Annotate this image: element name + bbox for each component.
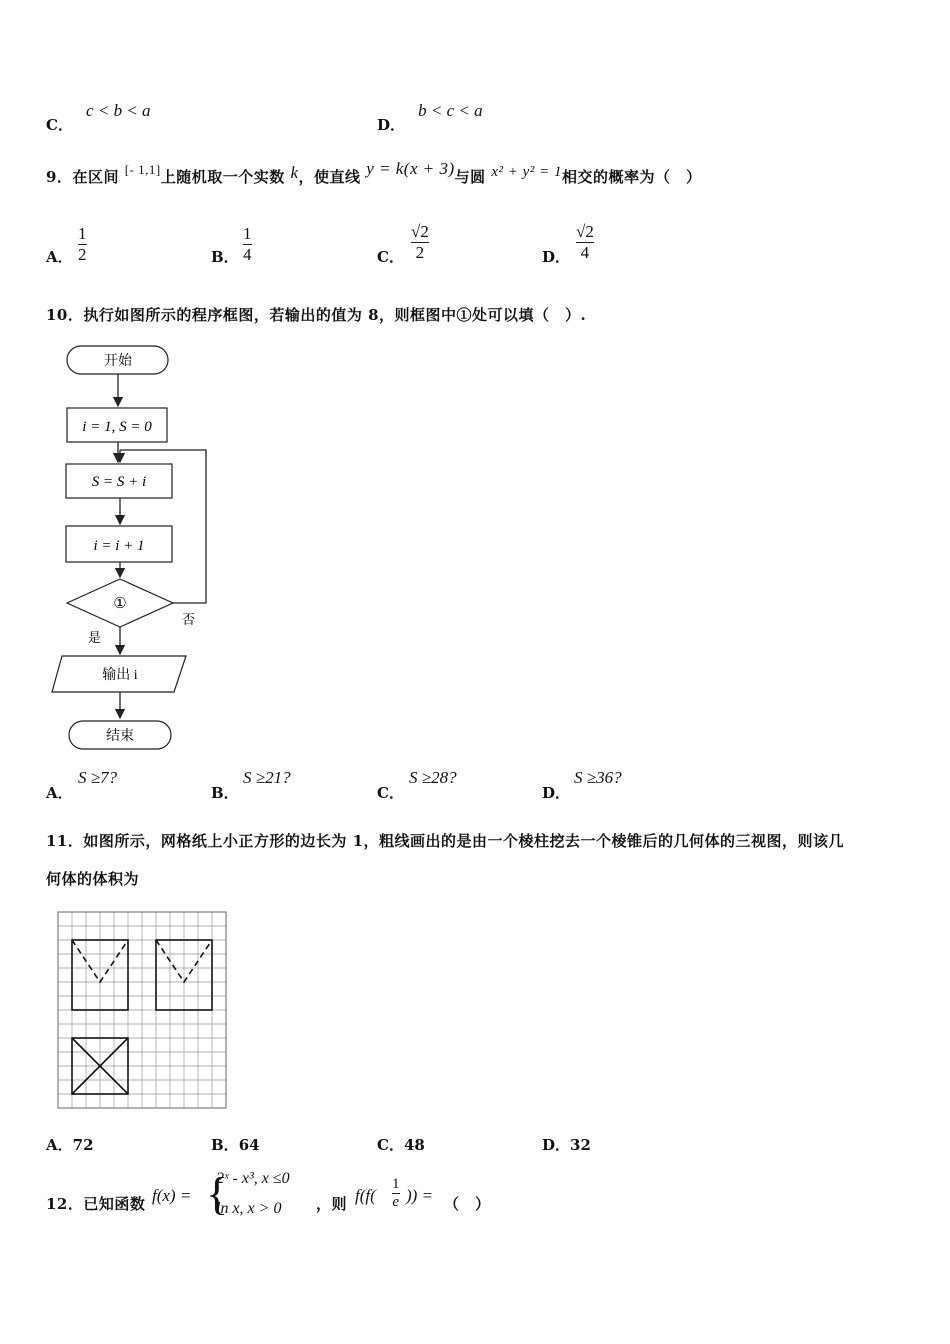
q12-text2: ，则 [316, 1195, 348, 1213]
option-label: B． [211, 784, 239, 802]
option-fraction: 1 4 [243, 224, 252, 264]
piecewise-case2: ln x, x > 0 [216, 1200, 282, 1217]
q9-text2: 上随机取一个实数 [160, 168, 285, 186]
flow-end-text: 结束 [106, 729, 134, 744]
q10-stem: 10．执行如图所示的程序框图，若输出的值为 8，则框图中①处可以填（ ）. [46, 306, 587, 324]
option-fraction: √2 4 [576, 222, 594, 262]
q11-option-b: B．64 [211, 1136, 260, 1154]
q12-text1: 12．已知函数 [46, 1195, 146, 1213]
option-label: D． [542, 784, 571, 802]
q9-text5: 相交的概率为（ ） [561, 168, 702, 186]
expr-post: )) = [406, 1186, 434, 1205]
option-label: A． [46, 784, 73, 802]
flow-output-text: 输出 i [102, 668, 138, 683]
q12-text3: （ ） [444, 1195, 491, 1213]
flowchart [40, 340, 220, 760]
option-label: C． [377, 784, 404, 802]
q8-option-c [46, 100, 151, 134]
q11-options [46, 1134, 846, 1158]
q9-text1: 在区间 [72, 168, 119, 186]
circle-equation: x² + y² = 1 [491, 164, 562, 180]
line-equation: y = k(x + 3) [366, 159, 455, 178]
piecewise-brace: { [206, 1168, 229, 1219]
q11-option-d: D．32 [542, 1136, 591, 1154]
q9-text3: ，使直线 [298, 168, 361, 186]
option-expr: b < c < a [418, 101, 483, 120]
option-label: C． [377, 248, 404, 266]
function-name: f(x) = [152, 1186, 192, 1205]
option-expr: c < b < a [86, 101, 151, 120]
expr-pre: f(f( [355, 1186, 376, 1205]
question-number: 9． [46, 168, 73, 186]
option-expr: S ≥28? [409, 768, 457, 787]
q9-stem [46, 159, 702, 187]
flow-start-text: 开始 [104, 354, 132, 369]
var-k: k [290, 163, 299, 182]
option-expr: S ≥7? [78, 768, 118, 787]
piecewise-case1: 2ˣ - x³, x ≤0 [216, 1170, 290, 1187]
q11-option-a: A．72 [46, 1136, 94, 1154]
q11-stem-line2: 何体的体积为 [46, 870, 140, 888]
q9-text4: 与圆 [454, 168, 486, 186]
option-label: D． [377, 116, 406, 134]
q11-option-c: C．48 [377, 1136, 425, 1154]
flow-condition-text: ① [113, 596, 127, 612]
q11-stem-line1: 11．如图所示，网格纸上小正方形的边长为 1，粗线画出的是由一个棱柱挖去一个棱锥后的几何体的三视图，则该几 [46, 832, 845, 850]
flow-init-text: i = 1, S = 0 [82, 419, 152, 435]
flow-no-label: 否 [182, 612, 196, 627]
q9-options [46, 222, 846, 274]
option-label: C． [46, 116, 73, 134]
option-label: A． [46, 248, 73, 266]
option-expr: S ≥36? [574, 768, 622, 787]
option-fraction: √2 2 [411, 222, 429, 262]
flow-step1-text: S = S + i [91, 474, 147, 490]
q10-options [46, 768, 846, 808]
three-view-grid-figure [56, 910, 230, 1112]
expr-fraction: 1 e [392, 1176, 400, 1210]
option-label: D． [542, 248, 571, 266]
flow-step2-text: i = i + 1 [93, 538, 145, 554]
option-fraction: 1 2 [78, 224, 87, 264]
q12-stem [46, 1166, 546, 1230]
option-label: B． [211, 248, 239, 266]
option-expr: S ≥21? [243, 768, 291, 787]
flow-yes-label: 是 [88, 630, 102, 645]
q8-option-d [377, 100, 483, 134]
interval: [- 1,1] [124, 162, 161, 177]
